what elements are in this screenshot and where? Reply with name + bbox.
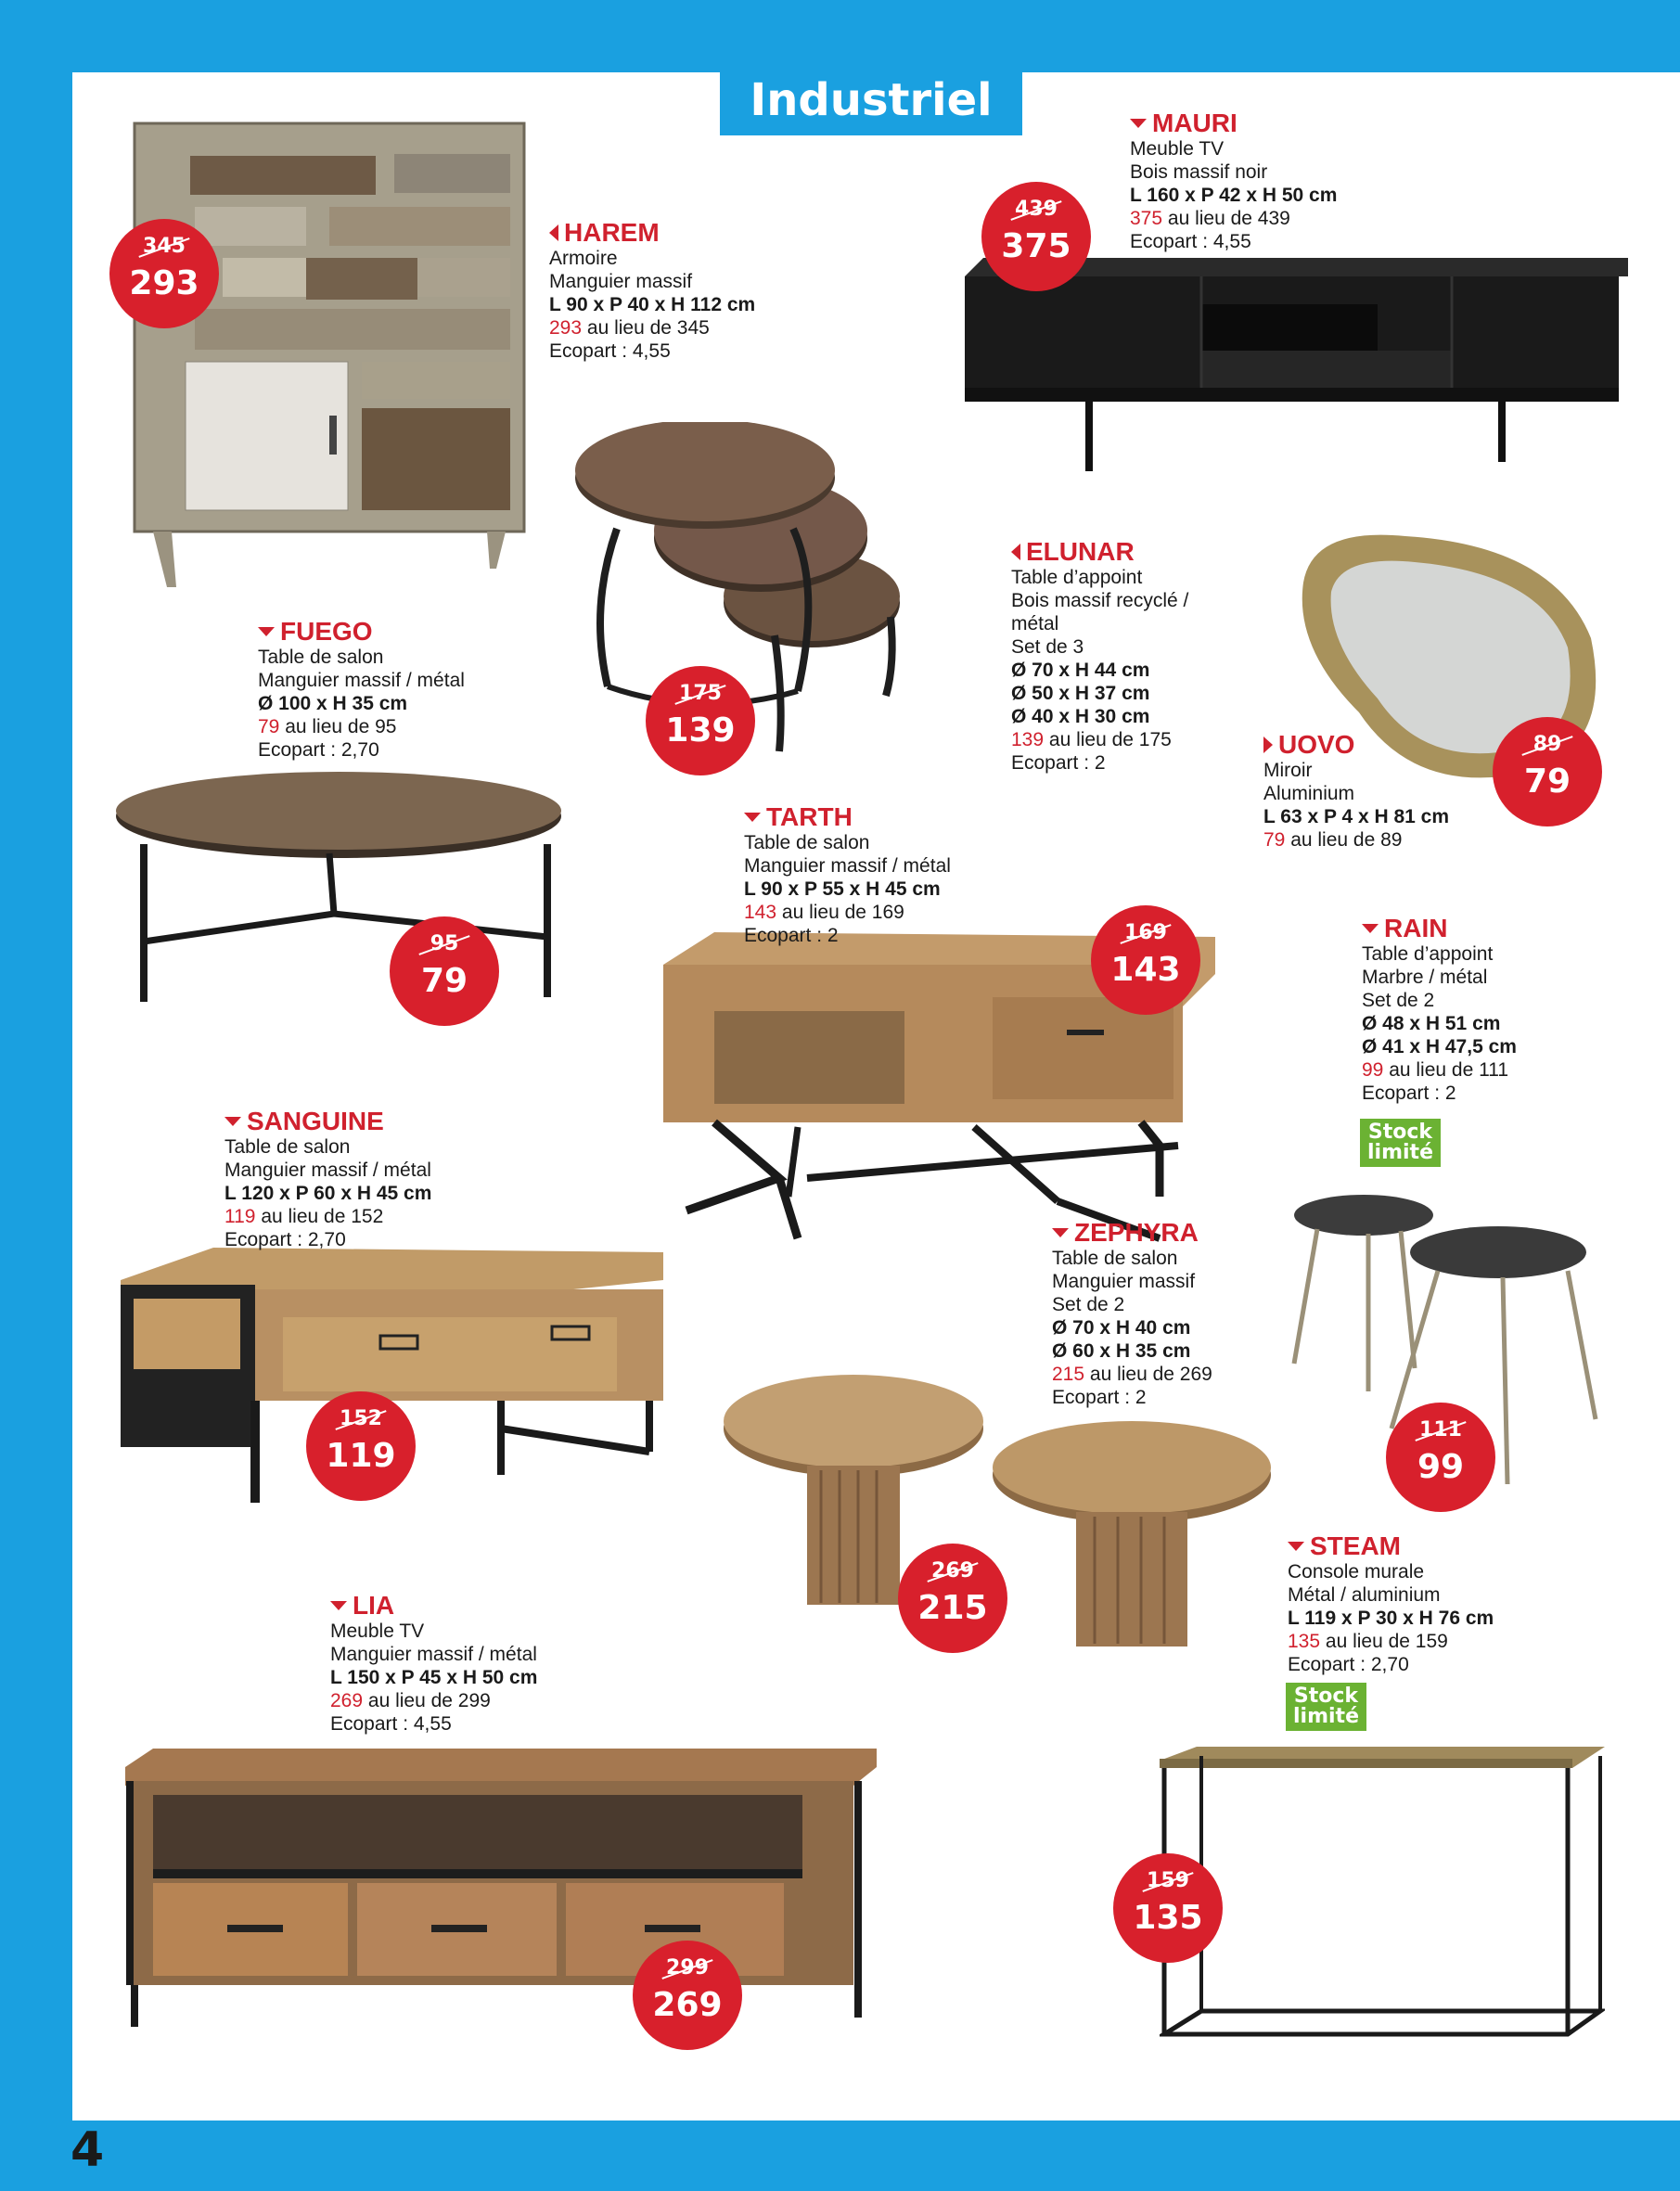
product-price: 99 bbox=[1362, 1059, 1384, 1081]
product-price: 215 bbox=[1052, 1364, 1085, 1385]
page-number: 4 bbox=[71, 2122, 105, 2178]
product-ecopart: Ecopart : 2 bbox=[1011, 752, 1106, 774]
product-was-text: au lieu de 111 bbox=[1389, 1059, 1509, 1081]
product-type: Table de salon bbox=[224, 1136, 351, 1158]
new-price: 99 bbox=[1417, 1448, 1465, 1486]
product-dimensions: L 120 x P 60 x H 45 cm bbox=[224, 1183, 432, 1204]
new-price: 143 bbox=[1110, 951, 1181, 989]
product-dimensions: L 119 x P 30 x H 76 cm bbox=[1288, 1608, 1494, 1629]
mauri-price-badge bbox=[981, 182, 1091, 291]
caret-down-icon bbox=[258, 627, 275, 636]
fuego-info bbox=[258, 618, 465, 762]
product-was-text: au lieu de 269 bbox=[1089, 1364, 1212, 1385]
rain-stock-limited-badge bbox=[1360, 1119, 1441, 1167]
product-type: Table de salon bbox=[1052, 1248, 1178, 1269]
product-dimensions: Ø 100 x H 35 cm bbox=[258, 693, 408, 714]
harem-cabinet-image bbox=[130, 119, 529, 592]
steam-price-badge bbox=[1113, 1853, 1223, 1963]
product-type: Table d’appoint bbox=[1362, 943, 1494, 965]
tarth-info bbox=[744, 803, 951, 947]
lia-info bbox=[330, 1592, 537, 1736]
old-price: 439 bbox=[981, 199, 1091, 221]
product-type: Meuble TV bbox=[330, 1621, 425, 1642]
new-price: 79 bbox=[1523, 762, 1571, 801]
product-dimensions: L 150 x P 45 x H 50 cm bbox=[330, 1667, 538, 1688]
product-material: Manguier massif bbox=[549, 271, 693, 292]
stock-label: limité bbox=[1293, 1705, 1359, 1728]
sanguine-info bbox=[224, 1108, 431, 1251]
product-dimensions: Ø 60 x H 35 cm bbox=[1052, 1340, 1191, 1362]
product-ecopart: Ecopart : 4,55 bbox=[330, 1713, 452, 1735]
product-ecopart: Ecopart : 4,55 bbox=[1130, 231, 1251, 252]
sanguine-price-badge bbox=[306, 1391, 416, 1501]
product-dimensions: Ø 48 x H 51 cm bbox=[1362, 1013, 1501, 1034]
old-price: 175 bbox=[646, 683, 755, 705]
product-set: Set de 2 bbox=[1052, 1294, 1125, 1315]
product-dimensions: Ø 40 x H 30 cm bbox=[1011, 706, 1150, 727]
product-material: Manguier massif / métal bbox=[258, 670, 465, 691]
caret-down-icon bbox=[1052, 1228, 1069, 1237]
product-type: Console murale bbox=[1288, 1561, 1425, 1582]
fuego-price-badge bbox=[390, 916, 499, 1026]
product-name: RAIN bbox=[1384, 914, 1448, 942]
old-price: 269 bbox=[898, 1560, 1007, 1582]
product-name: LIA bbox=[353, 1591, 395, 1620]
product-ecopart: Ecopart : 4,55 bbox=[549, 340, 671, 362]
product-material: Manguier massif bbox=[1052, 1271, 1196, 1292]
harem-info bbox=[549, 219, 755, 363]
zephyra-price-badge bbox=[898, 1544, 1007, 1653]
product-price: 135 bbox=[1288, 1631, 1321, 1652]
product-type: Table d’appoint bbox=[1011, 567, 1143, 588]
steam-console-image bbox=[1160, 1742, 1605, 2039]
steam-stock-limited-badge bbox=[1286, 1683, 1366, 1731]
product-dimensions: Ø 70 x H 40 cm bbox=[1052, 1317, 1191, 1339]
product-price: 79 bbox=[258, 716, 280, 737]
product-dimensions: L 160 x P 42 x H 50 cm bbox=[1130, 185, 1338, 206]
old-price: 345 bbox=[109, 236, 219, 258]
stock-label: Stock bbox=[1293, 1685, 1359, 1708]
product-was-text: au lieu de 89 bbox=[1290, 829, 1403, 851]
old-price: 152 bbox=[306, 1408, 416, 1430]
product-ecopart: Ecopart : 2 bbox=[744, 925, 839, 946]
product-ecopart: Ecopart : 2 bbox=[1362, 1083, 1456, 1104]
product-dimensions: Ø 50 x H 37 cm bbox=[1011, 683, 1150, 704]
product-price: 143 bbox=[744, 902, 777, 923]
new-price: 215 bbox=[917, 1589, 988, 1627]
product-name: ELUNAR bbox=[1026, 537, 1135, 566]
product-was-text: au lieu de 95 bbox=[285, 716, 397, 737]
product-material: Manguier massif / métal bbox=[330, 1644, 537, 1665]
caret-left-icon bbox=[1011, 544, 1020, 560]
product-was-text: au lieu de 169 bbox=[781, 902, 904, 923]
lia-price-badge bbox=[633, 1941, 742, 2050]
caret-right-icon bbox=[1263, 737, 1273, 753]
product-price: 293 bbox=[549, 317, 583, 339]
caret-down-icon bbox=[1130, 119, 1147, 128]
product-dimensions: L 63 x P 4 x H 81 cm bbox=[1263, 806, 1450, 827]
stock-label: limité bbox=[1367, 1141, 1433, 1164]
elunar-nesting-tables-image bbox=[571, 422, 969, 770]
product-ecopart: Ecopart : 2,70 bbox=[258, 739, 379, 761]
product-material: Bois massif noir bbox=[1130, 161, 1268, 183]
product-type: Table de salon bbox=[744, 832, 870, 853]
uovo-price-badge bbox=[1493, 717, 1602, 826]
product-was-text: au lieu de 152 bbox=[261, 1206, 384, 1227]
caret-down-icon bbox=[1362, 924, 1379, 933]
tarth-price-badge bbox=[1091, 905, 1200, 1015]
old-price: 111 bbox=[1386, 1419, 1495, 1441]
new-price: 135 bbox=[1133, 1899, 1203, 1937]
new-price: 269 bbox=[652, 1986, 723, 2024]
product-name: MAURI bbox=[1152, 109, 1238, 137]
new-price: 139 bbox=[665, 711, 736, 750]
product-material: Manguier massif / métal bbox=[744, 855, 951, 877]
product-name: TARTH bbox=[766, 802, 853, 831]
product-material: Bois massif recyclé / bbox=[1011, 590, 1189, 611]
product-material: Métal / aluminium bbox=[1288, 1584, 1441, 1606]
new-price: 375 bbox=[1001, 227, 1071, 265]
stock-label: Stock bbox=[1367, 1121, 1433, 1144]
lia-tv-unit-image bbox=[125, 1744, 877, 2031]
product-dimensions: L 90 x P 40 x H 112 cm bbox=[549, 294, 756, 315]
old-price: 159 bbox=[1113, 1870, 1223, 1892]
new-price: 79 bbox=[420, 962, 468, 1000]
product-material: Marbre / métal bbox=[1362, 967, 1488, 988]
product-name: UOVO bbox=[1278, 730, 1355, 759]
harem-price-badge bbox=[109, 219, 219, 328]
old-price: 89 bbox=[1493, 734, 1602, 756]
caret-down-icon bbox=[330, 1601, 347, 1610]
uovo-info bbox=[1263, 731, 1449, 852]
product-was-text: au lieu de 175 bbox=[1048, 729, 1172, 750]
product-price: 139 bbox=[1011, 729, 1045, 750]
rain-info bbox=[1362, 915, 1517, 1105]
product-type: Miroir bbox=[1263, 760, 1313, 781]
new-price: 293 bbox=[129, 264, 199, 302]
product-price: 269 bbox=[330, 1690, 364, 1711]
product-price: 79 bbox=[1263, 829, 1286, 851]
product-material: Manguier massif / métal bbox=[224, 1160, 431, 1181]
product-name: ZEPHYRA bbox=[1074, 1218, 1199, 1247]
old-price: 299 bbox=[633, 1957, 742, 1980]
product-dimensions: L 90 x P 55 x H 45 cm bbox=[744, 878, 941, 900]
product-was-text: au lieu de 299 bbox=[367, 1690, 491, 1711]
elunar-info bbox=[1011, 538, 1188, 775]
caret-down-icon bbox=[224, 1117, 241, 1126]
product-was-text: au lieu de 345 bbox=[586, 317, 710, 339]
product-ecopart: Ecopart : 2,70 bbox=[1288, 1654, 1409, 1675]
product-price: 119 bbox=[224, 1206, 256, 1227]
old-price: 95 bbox=[390, 933, 499, 955]
mauri-info bbox=[1130, 109, 1337, 253]
caret-down-icon bbox=[744, 813, 761, 822]
product-type: Armoire bbox=[549, 248, 618, 269]
caret-down-icon bbox=[1288, 1542, 1304, 1551]
product-dimensions: Ø 41 x H 47,5 cm bbox=[1362, 1036, 1517, 1057]
product-type: Meuble TV bbox=[1130, 138, 1225, 160]
product-ecopart: Ecopart : 2,70 bbox=[224, 1229, 346, 1250]
product-was-text: au lieu de 159 bbox=[1325, 1631, 1448, 1652]
product-name: HAREM bbox=[564, 218, 660, 247]
steam-info bbox=[1288, 1532, 1494, 1676]
product-name: STEAM bbox=[1310, 1531, 1401, 1560]
product-was-text: au lieu de 439 bbox=[1167, 208, 1290, 229]
product-material-cont: métal bbox=[1011, 613, 1059, 634]
product-dimensions: Ø 70 x H 44 cm bbox=[1011, 660, 1150, 681]
bottom-bar bbox=[0, 2121, 1680, 2191]
product-material: Aluminium bbox=[1263, 783, 1355, 804]
product-price: 375 bbox=[1130, 208, 1163, 229]
section-title: Industriel bbox=[720, 67, 1022, 135]
product-type: Table de salon bbox=[258, 647, 384, 668]
new-price: 119 bbox=[326, 1437, 396, 1475]
product-ecopart: Ecopart : 2 bbox=[1052, 1387, 1147, 1408]
rain-price-badge bbox=[1386, 1403, 1495, 1512]
product-set: Set de 3 bbox=[1011, 636, 1084, 658]
product-set: Set de 2 bbox=[1362, 990, 1435, 1011]
caret-left-icon bbox=[549, 224, 558, 241]
product-name: FUEGO bbox=[280, 617, 373, 646]
zephyra-info bbox=[1052, 1219, 1212, 1409]
old-price: 169 bbox=[1091, 922, 1200, 944]
product-name: SANGUINE bbox=[247, 1107, 384, 1135]
elunar-price-badge bbox=[646, 666, 755, 775]
